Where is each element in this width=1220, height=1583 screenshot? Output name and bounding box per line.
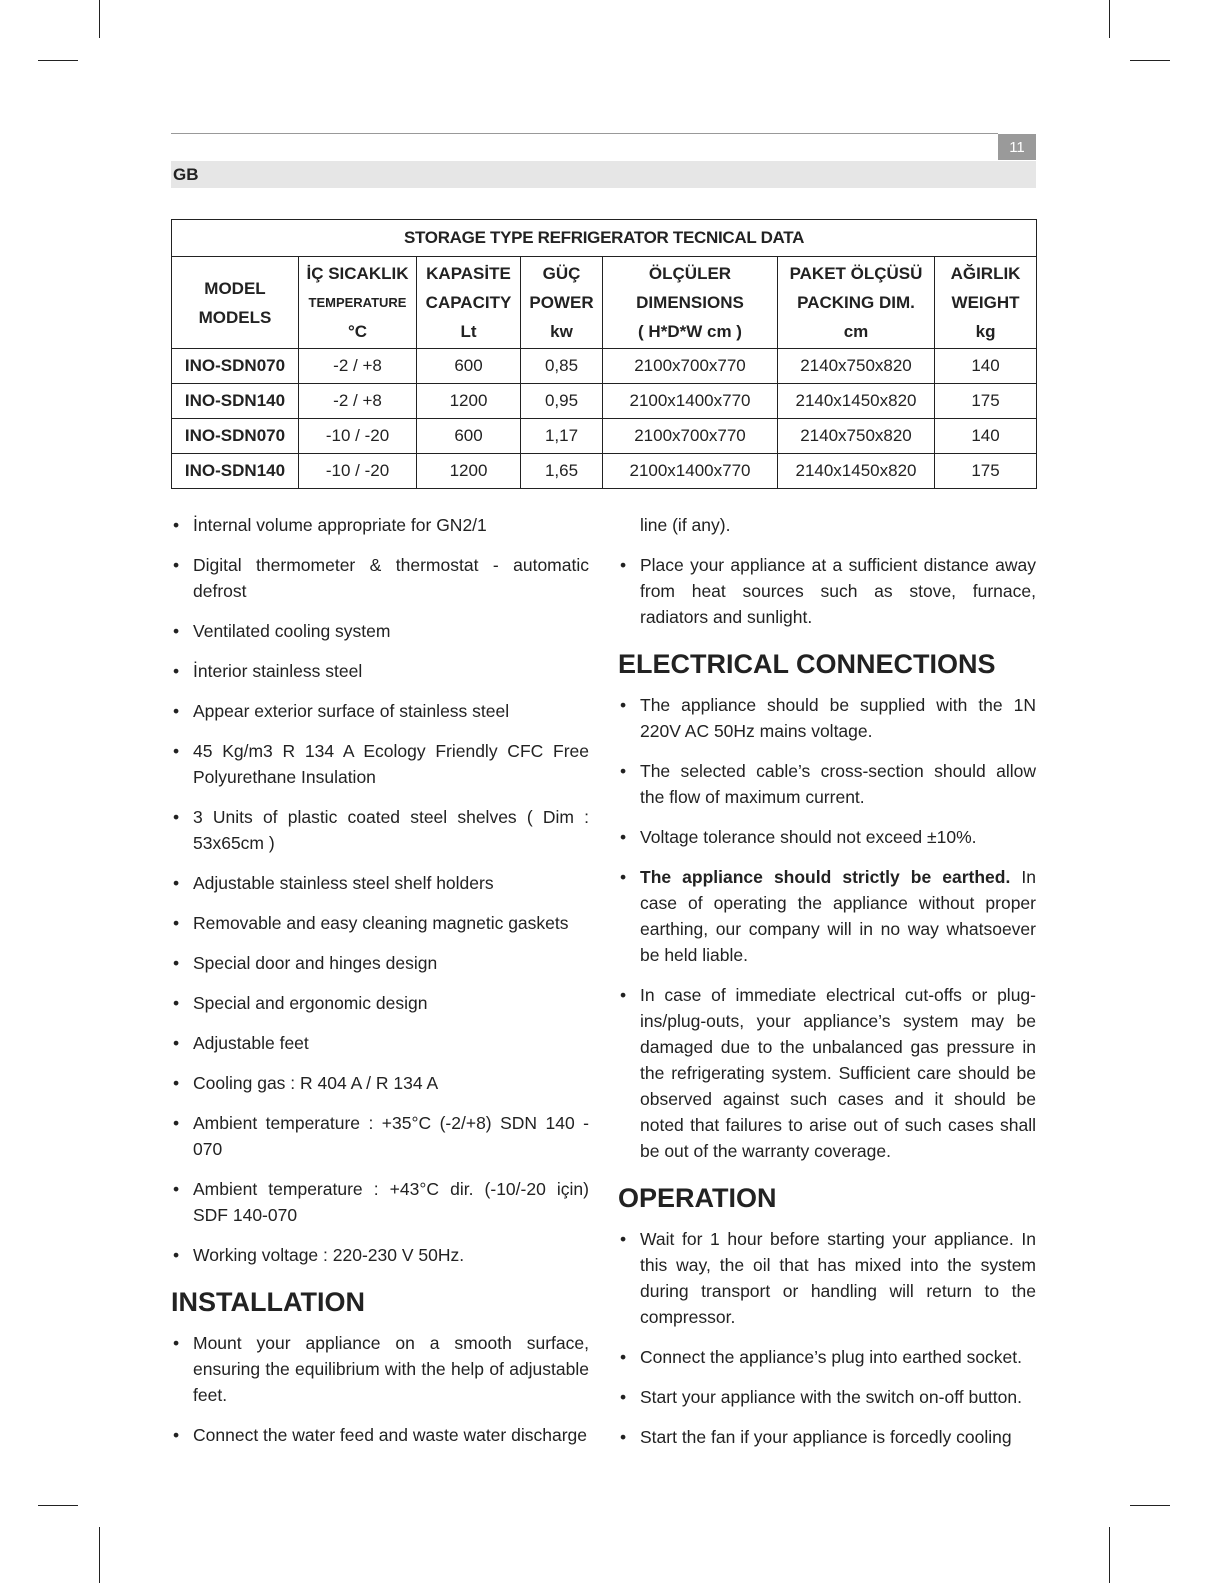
- list-item: • Start your appliance with the switch on-off button.: [618, 1384, 1036, 1410]
- list-item: • Connect the water feed and waste water discharge: [171, 1422, 589, 1448]
- table-cell: INO-SDN070: [172, 349, 299, 384]
- table-cell: -2 / +8: [299, 384, 417, 419]
- list-item: • Wait for 1 hour before starting your appliance. In this way, the oil that has mixed into the system during transport or handling will return to the compressor.: [618, 1226, 1036, 1330]
- list-item: • Place your appliance at a sufficient distance away from heat sources such as stove, furnace, radiators and sunlight.: [618, 552, 1036, 630]
- list-item: • The selected cable’s cross-section should allow the flow of maximum current.: [618, 758, 1036, 810]
- list-item: • The appliance should be supplied with the 1N 220V AC 50Hz mains voltage.: [618, 692, 1036, 744]
- table-cell: 1200: [417, 384, 521, 419]
- table-cell: 2140x750x820: [778, 419, 935, 454]
- table-cell: 175: [935, 384, 1037, 419]
- feature-list: [171, 512, 589, 1268]
- table-header-cell: PAKET ÖLÇÜSÜ PACKING DIM. cm: [778, 257, 935, 349]
- table-cell: 0,85: [521, 349, 603, 384]
- list-item: • Ambient temperature : +35°C (-2/+8) SDN 140 - 070: [171, 1110, 589, 1162]
- table-cell: 1,65: [521, 454, 603, 489]
- list-item: • Adjustable stainless steel shelf holders: [171, 870, 589, 896]
- earthing-text: In case of operating the appliance without proper earthing, our company will in no way whatsoever be held liable.: [640, 867, 1036, 965]
- table-row: [172, 384, 1037, 419]
- table-cell: 140: [935, 349, 1037, 384]
- electrical-list: [618, 692, 1036, 1164]
- table-header-cell: ÖLÇÜLER DIMENSIONS ( H*D*W cm ): [603, 257, 778, 349]
- table-cell: -10 / -20: [299, 454, 417, 489]
- installation-heading: INSTALLATION: [171, 1287, 365, 1317]
- table-header-cell: KAPASİTE CAPACITY Lt: [417, 257, 521, 349]
- electrical-heading: ELECTRICAL CONNECTIONS: [618, 649, 996, 679]
- list-item: • Ambient temperature : +43°C dir. (-10/-20 için) SDF 140-070: [171, 1176, 589, 1228]
- table-cell: 2100x1400x770: [603, 384, 778, 419]
- table-title: STORAGE TYPE REFRIGERATOR TECNICAL DATA: [172, 220, 1037, 257]
- crop-mark: [1109, 1527, 1110, 1583]
- list-item: • Connect the appliance’s plug into earthed socket.: [618, 1344, 1036, 1370]
- table-cell: 2100x700x770: [603, 419, 778, 454]
- crop-mark: [1130, 1505, 1170, 1506]
- list-item: • Appear exterior surface of stainless steel: [171, 698, 589, 724]
- language-tag: GB: [171, 161, 1036, 188]
- table-cell: 2140x1450x820: [778, 454, 935, 489]
- table-row: [172, 349, 1037, 384]
- crop-mark: [38, 60, 78, 61]
- list-item: • 3 Units of plastic coated steel shelves ( Dim : 53x65cm ): [171, 804, 589, 856]
- page-number: 11: [998, 134, 1036, 160]
- table-cell: 2140x1450x820: [778, 384, 935, 419]
- table-cell: 2100x1400x770: [603, 454, 778, 489]
- list-item: • Special and ergonomic design: [171, 990, 589, 1016]
- table-cell: 2100x700x770: [603, 349, 778, 384]
- table-header-cell: AĞIRLIK WEIGHT kg: [935, 257, 1037, 349]
- list-item: [618, 864, 1036, 968]
- operation-heading: OPERATION: [618, 1183, 777, 1213]
- list-item: • Working voltage : 220-230 V 50Hz.: [171, 1242, 589, 1268]
- list-item: • Cooling gas : R 404 A / R 134 A: [171, 1070, 589, 1096]
- spec-table: [171, 219, 1037, 489]
- table-cell: INO-SDN140: [172, 454, 299, 489]
- list-item: • İnternal volume appropriate for GN2/1: [171, 512, 589, 538]
- table-cell: INO-SDN140: [172, 384, 299, 419]
- list-item: • In case of immediate electrical cut-offs or plug-ins/plug-outs, your appliance’s system may be damaged due to the unbalanced gas pressure in the refrigerating system. Sufficient care should be observed against such cases and it should be noted that failures to arise out of such cases shall be out of the warranty coverage.: [618, 982, 1036, 1164]
- list-item: • Voltage tolerance should not exceed ±10%.: [618, 824, 1036, 850]
- table-header-cell: MODEL MODELS: [172, 257, 299, 349]
- list-item: • Ventilated cooling system: [171, 618, 589, 644]
- table-cell: 1200: [417, 454, 521, 489]
- table-row: [172, 454, 1037, 489]
- table-cell: 175: [935, 454, 1037, 489]
- left-column: [171, 512, 589, 1462]
- table-cell: 600: [417, 419, 521, 454]
- table-cell: -10 / -20: [299, 419, 417, 454]
- table-header-row: [172, 257, 1037, 349]
- table-cell: 140: [935, 419, 1037, 454]
- list-item: • Digital thermometer & thermostat - automatic defrost: [171, 552, 589, 604]
- list-item: • 45 Kg/m3 R 134 A Ecology Friendly CFC Free Polyurethane Insulation: [171, 738, 589, 790]
- right-column: [618, 512, 1036, 1464]
- table-cell: INO-SDN070: [172, 419, 299, 454]
- crop-mark: [99, 0, 100, 38]
- crop-mark: [99, 1527, 100, 1583]
- operation-list: [618, 1226, 1036, 1450]
- table-cell: 1,17: [521, 419, 603, 454]
- crop-mark: [38, 1505, 78, 1506]
- list-item: • Removable and easy cleaning magnetic gaskets: [171, 910, 589, 936]
- table-header-cell: GÜÇ POWER kw: [521, 257, 603, 349]
- table-cell: 600: [417, 349, 521, 384]
- table-row: [172, 419, 1037, 454]
- list-item: • Start the fan if your appliance is forcedly cooling: [618, 1424, 1036, 1450]
- list-item: • Special door and hinges design: [171, 950, 589, 976]
- crop-mark: [1109, 0, 1110, 38]
- list-item: • Mount your appliance on a smooth surface, ensuring the equilibrium with the help of adjustable feet.: [171, 1330, 589, 1408]
- list-item-continuation: line (if any).: [640, 515, 731, 535]
- installation-list: [171, 1330, 589, 1448]
- list-item: • İnterior stainless steel: [171, 658, 589, 684]
- crop-mark: [1130, 60, 1170, 61]
- installation-list-continued: [618, 512, 1036, 630]
- earthing-warning: The appliance should strictly be earthed.: [640, 867, 1011, 887]
- table-cell: 2140x750x820: [778, 349, 935, 384]
- table-cell: -2 / +8: [299, 349, 417, 384]
- table-cell: 0,95: [521, 384, 603, 419]
- table-header-cell: İÇ SICAKLIK TEMPERATURE °C: [299, 257, 417, 349]
- list-item: • Adjustable feet: [171, 1030, 589, 1056]
- header-rule: [171, 133, 998, 134]
